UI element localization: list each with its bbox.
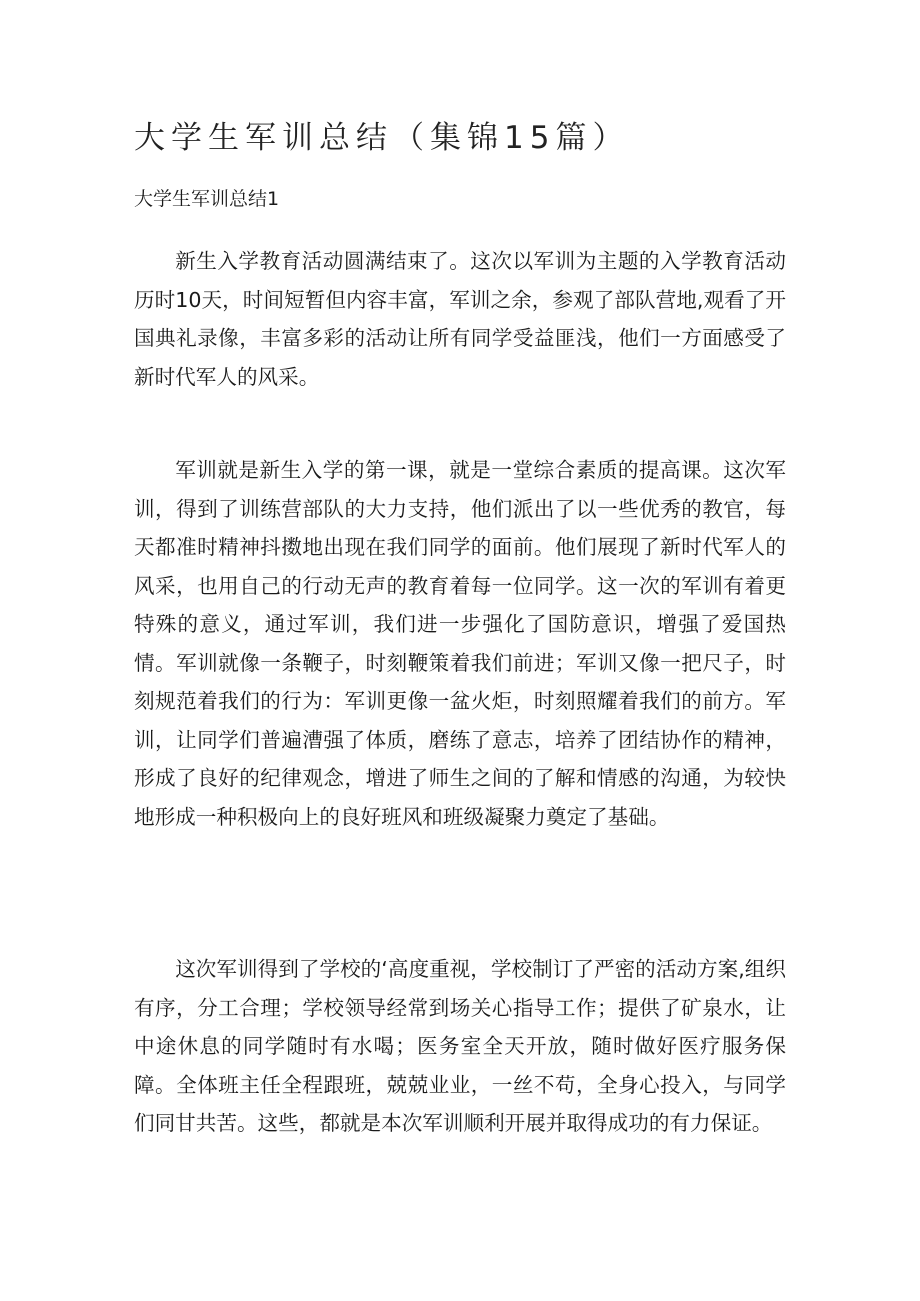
paragraph-1: 新生入学教育活动圆满结束了。这次以军训为主题的入学教育活动历时10天，时间短暂但内容丰富，军训之余，参观了部队营地,观看了开国典礼录像，丰富多彩的活动让所有同学受益匪浅，他们一方面感受了新时代军人的风采。: [134, 249, 786, 389]
paragraph-3: 这次军训得到了学校的‘高度重视，学校制订了严密的活动方案,组织有序，分工合理；学校领导经常到场关心指导工作；提供了矿泉水，让中途休息的同学随时有水喝；医务室全天开放，随时做好医疗服务保障。全体班主任全程跟班，兢兢业业，一丝不苟，全身心投入，与同学们同甘共苦。这些，都就是本次军训顺利开展并取得成功的有力保证。: [134, 957, 786, 1135]
document-title: 大学生军训总结（集锦15篇）: [134, 120, 630, 156]
paragraph-2: 军训就是新生入学的第一课，就是一堂综合素质的提高课。这次军训，得到了训练营部队的大力支持，他们派出了以一些优秀的教官，每天都准时精神抖擞地出现在我们同学的面前。他们展现了新时代军人的风采，也用自己的行动无声的教育着每一位同学。这一次的军训有着更特殊的意义，通过军训，我们进一步强化了国防意识，增强了爱国热情。军训就像一条鞭子，时刻鞭策着我们前进；军训又像一把尺子，时刻规范着我们的行为：军训更像一盆火炬，时刻照耀着我们的前方。军训，让同学们普遍漕强了体质，磨练了意志，培养了团结协作的精神，形成了良好的纪律观念，增进了师生之间的了解和情感的沟通，为较快地形成一种积极向上的良好班风和班级凝聚力奠定了基础。: [134, 458, 786, 829]
section-heading: 大学生军训总结1: [134, 188, 280, 210]
